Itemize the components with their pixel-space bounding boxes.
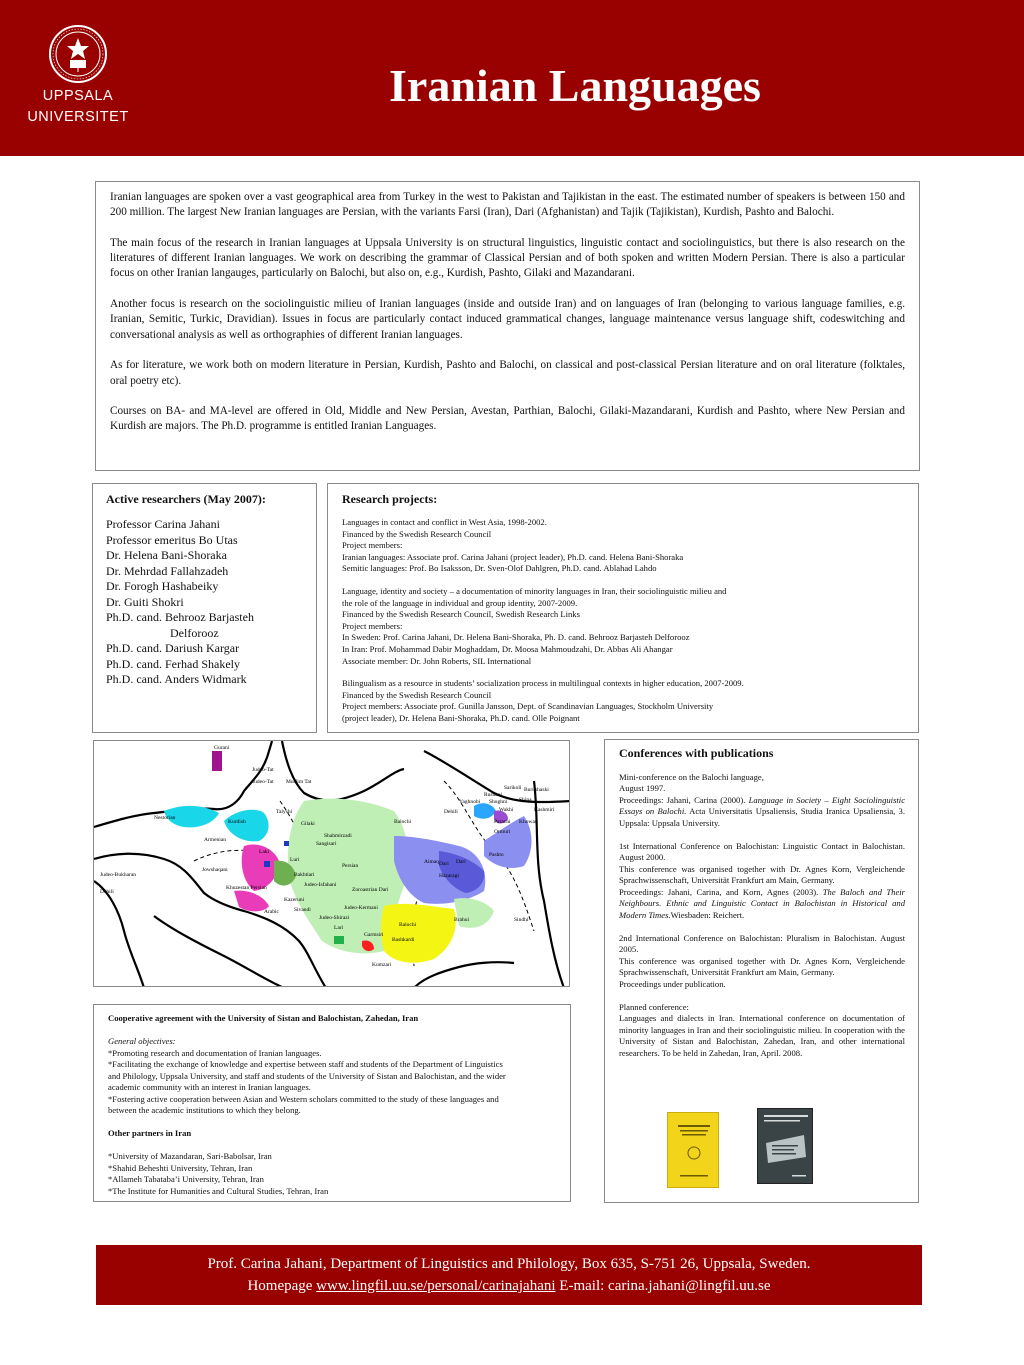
coop-partners-label: Other partners in Iran [108, 1128, 192, 1138]
homepage-label: Homepage [247, 1278, 317, 1294]
coop-objective: *Fostering active cooperation between Asian and Western scholars committed to the study of these languages and [108, 1093, 499, 1104]
researcher-row: Ph.D. cand. Behrooz Barjasteh [106, 610, 254, 624]
map-label: Burushaski [524, 787, 549, 793]
conference-entry [619, 933, 905, 991]
coop-objectives-label: General objectives: [108, 1036, 176, 1046]
map-label: Bashkardi [392, 937, 415, 943]
researcher-row: Professor emeritus Bo Utas [106, 532, 238, 547]
coop-objective: *Promoting research and documentation of Iranian languages. [108, 1047, 322, 1058]
map-label: Balochi [399, 922, 417, 928]
map-label: Dehili [444, 809, 458, 815]
coop-objective: academic community with an interest in Iranian languages. [108, 1082, 311, 1092]
project-line: Project members: [342, 620, 403, 631]
conf-text: Proceedings: Jahani, Carina, and Korn, Agnes (2003). [619, 886, 823, 897]
coop-partner: *University of Mazandaran, Sari-Babolsar, Iran [108, 1151, 272, 1161]
projects-heading: Research projects: [342, 492, 438, 506]
projects-box [327, 483, 919, 733]
map-label: Sangisari [316, 841, 337, 847]
map-label: Khuzestan Persian [226, 885, 267, 891]
researcher-row: Dr. Forogh Hashabeiky [106, 579, 219, 593]
researcher-row: Dr. Mehrdad Fallahzadeh [106, 563, 229, 578]
map-label: Kashmiri [534, 807, 555, 813]
map-label: Nestorian [154, 815, 176, 821]
map-label: Kazeruni [284, 897, 305, 903]
cooperation-box [93, 1004, 571, 1202]
conf-text: 2nd International Conference on Balochistan: Pluralism in Balochistan. August 2005. [619, 932, 905, 954]
conference-entry [619, 1002, 905, 1060]
book-cover-yellow [667, 1112, 719, 1188]
map-label: Jowshaqani [202, 867, 228, 873]
project-line: Semitic languages: Prof. Bo Isaksson, Dr. Sven-Olof Dahlgren, Ph.D. cand. Ablahad Lahdo [342, 563, 657, 574]
language-map-graphic [94, 741, 570, 987]
map-label: Judeo-Tat [252, 779, 274, 785]
project-line: Financed by the Swedish Research Council [342, 528, 492, 539]
intro-paragraph: The main focus of the research in Iranian languages at Uppsala University is on structural linguistics, linguistic contact and sociolinguistics, but there is also research on the literatures of different Iranian languages. We work on describing the grammar of Classical Persian and of both spoken and written Modern Persian. There is also a particular focus on other Iranian langauges, particularly on Balochi, but also on, e.g., Kurdish, Pashto, Gilaki and Mazandarani. [110, 236, 905, 280]
intro-paragraph: Courses on BA- and MA-level are offered in Old, Middle and New Persian, Avestan, Parthian, Balochi, Gilaki-Mazandarani, Kurdish and Pashto, where New Persian and Kurdish are majors. The Ph.D. programme is entitled Iranian Languages. [110, 405, 905, 433]
book-cover-dark [757, 1108, 813, 1184]
logo-line-2: UNIVERSITET [27, 109, 129, 125]
researcher-row: Professor Carina Jahani [106, 517, 220, 531]
conference-entry [619, 772, 905, 830]
conf-text: Languages and dialects in Iran. International conference on documentation of minority languages in Iran and their sociolinguistic milieu. In cooperation with the University of Sistan and Balochistan, Zahedan, Iran, and other international researchers. To be held in Zahedan, Iran, April. 2008. [619, 1013, 905, 1058]
conf-text: This conference was organised together with Dr. Agnes Korn, Vergleichende Sprachwissenschaft, Universität Frankfurt am Main, Germany. [619, 863, 905, 885]
conf-text: August 1997. [619, 783, 666, 793]
project-line: In Sweden: Prof. Carina Jahani, Dr. Helena Bani-Shoraka, Ph. D. cand. Behrooz Barjasteh Delforooz [342, 632, 690, 643]
map-label: Sivandi [294, 907, 311, 913]
conf-text: 1st International Conference on Balochistan: Linguistic Contact in Balochistan. August 2000. [619, 840, 905, 862]
conference-entry [619, 841, 905, 922]
researcher-row: Ph.D. cand. Ferhad Shakely [106, 656, 240, 671]
conferences-heading: Conferences with publications [619, 746, 774, 760]
map-label: Sarikoli [504, 785, 522, 791]
project-line: Languages in contact and conflict in West Asia, 1998-2002. [342, 517, 547, 527]
map-label: Shina [519, 797, 532, 803]
map-label: Dari [439, 861, 449, 867]
intro-paragraph: As for literature, we work both on modern literature in Persian, Kurdish, Pashto and Balochi, on classical and post-classical Persian literature and on oral literature (folktales, oral poetry etc). [110, 359, 905, 387]
header-banner [0, 0, 1024, 156]
researcher-row: Dr. Guiti Shokri [106, 594, 184, 609]
map-label: Rushani [484, 792, 503, 798]
conf-text: Mini-conference on the Balochi language, [619, 771, 764, 782]
map-label: Persian [342, 863, 359, 869]
coop-objective: *Facilitating the exchange of knowledge and expertise between staff and students of the Department of Linguistics [108, 1059, 503, 1069]
map-label: Judeo-Tat [252, 767, 274, 773]
footer-banner [96, 1245, 922, 1305]
map-label: Gurani [214, 745, 230, 751]
coop-objective: and Philology, Uppsala University, and staff and students of the University of Sistan and Balochistan, and the wider [108, 1070, 506, 1081]
conf-text: Proceedings under publication. [619, 978, 726, 989]
project-line: Iranian languages: Associate prof. Carina Jahani (project leader), Ph.D. cand. Helena Bani-Shoraka [342, 551, 684, 562]
coop-objective: between the academic institutions to which they belong. [108, 1105, 301, 1115]
researcher-row: Ph.D. cand. Dariush Kargar [106, 641, 240, 655]
intro-box [95, 181, 920, 471]
conf-book-title: Language in Society – Eight Sociolinguistic Essays on Balochi. [619, 794, 906, 816]
map-label: Kurdish [228, 819, 246, 825]
researcher-row: Ph.D. cand. Anders Widmark [106, 672, 247, 686]
map-label: Dehili [100, 889, 114, 895]
project-line: Associate member: Dr. John Roberts, SIL International [342, 655, 532, 666]
map-label: Ormuri [494, 829, 511, 835]
project-line: (project leader), Dr. Helena Bani-Shoraka, Ph.D. cand. Olle Poignant [342, 712, 580, 723]
map-label: Balochi [394, 819, 412, 825]
coop-title: Cooperative agreement with the University of Sistan and Balochistan, Zahedan, Iran [108, 1013, 419, 1023]
map-label: Sindhi [514, 917, 529, 923]
map-label: Garmsiri [364, 932, 384, 938]
map-label: Shahmirzadi [324, 833, 352, 839]
book-cover-image [758, 1109, 814, 1185]
map-label: Khowar [519, 819, 537, 825]
map-label: Laki [259, 849, 270, 855]
map-label: Parachi [494, 819, 511, 825]
map-label: Judeo-Shirazi [319, 915, 350, 921]
map-label: Bakhtiari [294, 872, 315, 878]
project-line: Language, identity and society – a documentation of minority languages in Iran, their sociolinguistic milieu and [342, 585, 727, 596]
map-label: Arabic [264, 909, 279, 915]
map-label: Talyshi [276, 809, 293, 815]
researcher-row: Dr. Helena Bani-Shoraka [106, 548, 227, 562]
project-line: In Iran: Prof. Mohammad Dabir Moghaddam, Dr. Moosa Mahmoudzahi, Dr. Abbas Ali Ahangar [342, 643, 673, 654]
intro-paragraph: Another focus is research on the sociolinguistic milieu of Iranian languages (inside and outside Iran) and on languages of Iran (belonging to various language families, e.g. Iranian, Semitic, Turkic, Dravidian). Issues in focus are particularly contact induced grammatical changes, language maintenance versus language shift, codeswitching and conversational analysis as well as orthographies of different Iranian languages. [110, 298, 905, 341]
project-line: the role of the language in individual and group identity, 2007-2009. [342, 597, 578, 608]
map-label: Armenian [204, 837, 226, 843]
researchers-box [92, 483, 317, 733]
project-line: Bilingualism as a resource in students’ socialization process in multilingual contexts in higher education, 2007-2009. [342, 678, 744, 689]
map-label: Gilaki [301, 821, 315, 827]
coop-partner: *Shahid Beheshti University, Tehran, Iran [108, 1162, 253, 1173]
page-title: Iranian Languages [389, 60, 761, 111]
project-line: Project members: Associate prof. Gunilla Jansson, Dept. of Scandinavian Languages, Stockholm University [342, 701, 714, 712]
map-label: Lari [334, 925, 344, 931]
map-label: Wakhi [499, 807, 514, 813]
researchers-heading: Active researchers (May 2007): [106, 492, 266, 506]
map-label: Yaghnobi [459, 799, 481, 805]
map-label: Brahui [454, 917, 469, 923]
conf-text: Acta Universitatis Upsaliensis, Studia Iranica Upsaliensia, 3. Uppsala: Uppsala University. [619, 806, 905, 828]
map-label: Shughni [489, 799, 508, 805]
map-label: Kumzari [372, 962, 392, 968]
map-label: Judeo-Kermani [344, 905, 378, 911]
map-label: Luri [290, 857, 300, 863]
homepage-link[interactable]: www.lingfil.uu.se/personal/carinajahani [316, 1278, 556, 1294]
coop-partner: *Allameh Tabataba’i University, Tehran, Iran [108, 1174, 264, 1184]
coop-partner: *The Institute for Humanities and Cultural Studies, Tehran, Iran [108, 1185, 329, 1196]
researcher-row: Delforooz [170, 625, 219, 640]
map-label: Muslim Tat [286, 779, 312, 785]
university-seal-icon [48, 24, 108, 84]
map-label: Pashto [489, 852, 504, 858]
conf-text: Wiesbaden: Reichert. [670, 909, 745, 920]
book-cover-image [668, 1113, 720, 1189]
footer-address: Prof. Carina Jahani, Department of Linguistics and Philology, Box 635, S-751 26, Uppsala, Sweden. [207, 1256, 811, 1272]
map-label: Dari [456, 859, 466, 865]
map-label: Aimaq [424, 859, 439, 865]
intro-paragraph: Iranian languages are spoken over a vast geographical area from Turkey in the west to Pakistan and Tajikistan in the east. The estimated number of speakers is between 150 and 200 million. The largest New Iranian languages are Persian, with the variants Farsi (Iran), Dari (Afghanistan) and Tajik (Tajikistan), Kurdish, Pashto and Balochi. [110, 191, 905, 219]
language-map [93, 740, 570, 987]
university-logo [22, 24, 134, 126]
conf-text: This conference was organised together with Dr. Agnes Korn, Vergleichende Sprachwissenschaft, Universität Frankfurt am Main, Germany. [619, 955, 905, 977]
project-line: Financed by the Swedish Research Council, Swedish Research Links [342, 609, 580, 620]
project-line: Project members: [342, 540, 403, 551]
footer-contact [96, 1275, 922, 1297]
conf-text: Proceedings: Jahani, Carina (2000). [619, 794, 749, 805]
map-label: Hazaragi [439, 873, 459, 879]
conf-text: Planned conference: [619, 1001, 689, 1012]
map-label: Zoroastrian Dari [352, 887, 389, 893]
email-text: E-mail: carina.jahani@lingfil.uu.se [555, 1278, 771, 1294]
map-label: Judeo-Isfahani [304, 882, 337, 888]
conferences-box [604, 739, 919, 1203]
logo-line-1: UPPSALA [42, 88, 114, 104]
conf-book-title: The Baloch and Their Neighbours. Ethnic and Linguistic Contact in Balochistan in Historical and Modern Times. [619, 886, 905, 920]
map-label: Judeo-Bukharan [100, 872, 137, 878]
project-line: Financed by the Swedish Research Council [342, 689, 492, 700]
